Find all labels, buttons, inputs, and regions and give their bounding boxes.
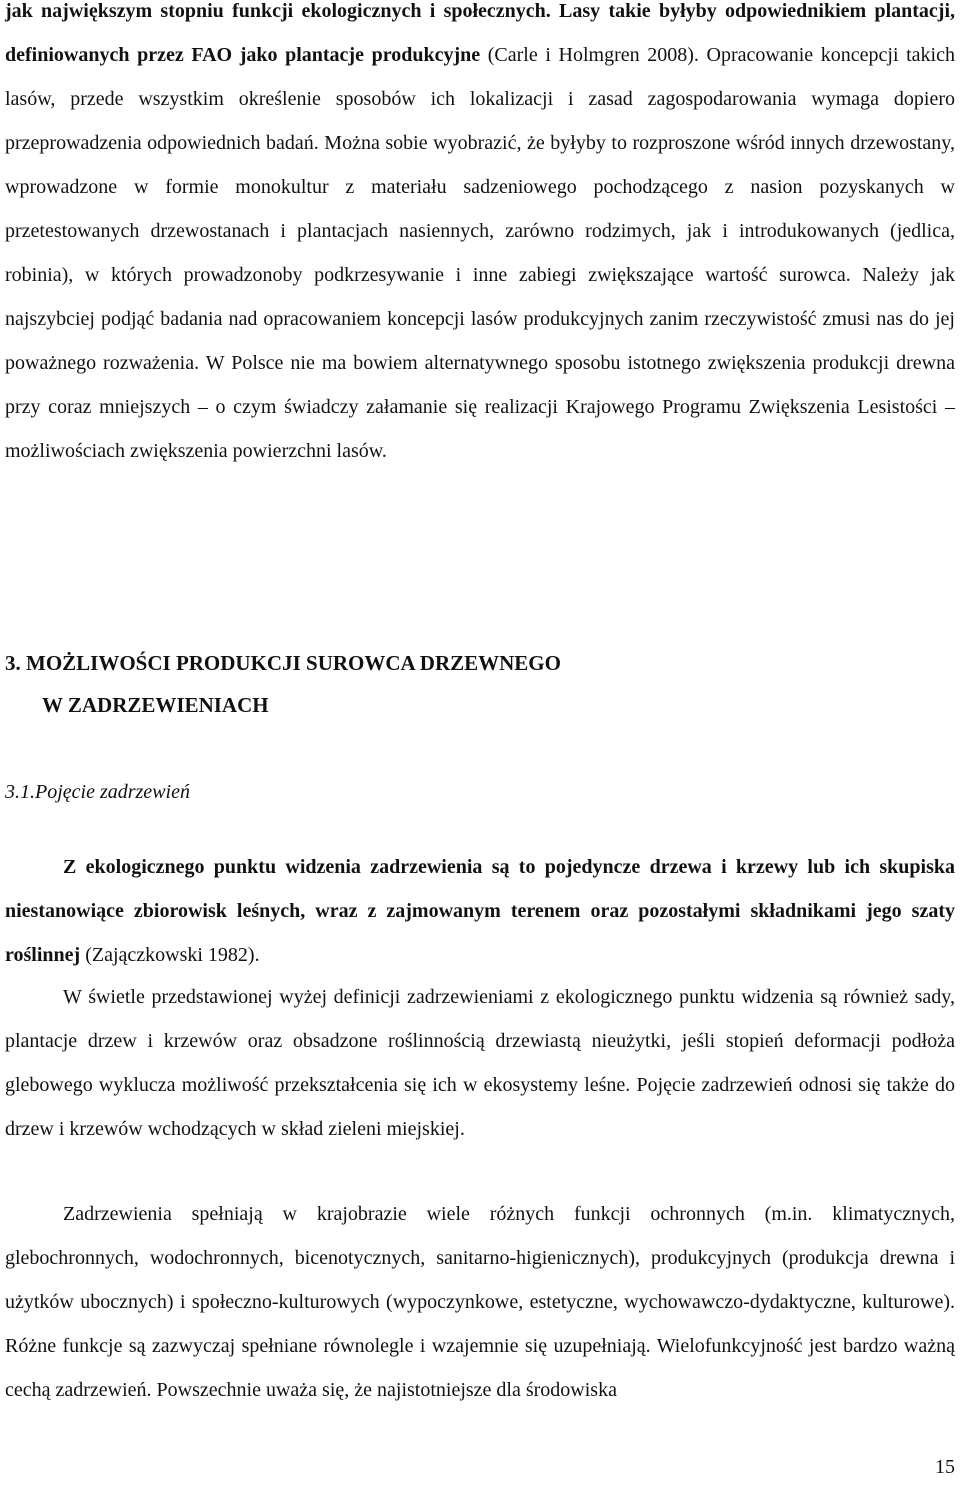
page-number: 15 <box>935 1456 955 1478</box>
section-heading <box>5 642 561 726</box>
paragraph-ecological: W świetle przedstawionej wyżej definicji zadrzewieniami z ekologicznego punktu widzenia są również sady, plantacje drzew i krzewów oraz obsadzone roślinnością drzewiastą nieużytki, jeśli stopień deformacji podłoża glebowego wyklucza możliwość przekształcenia się ich w ekosystemy leśne. Pojęcie zadrzewień odnosi się także do drzew i krzewów wchodzących w skład zieleni miejskiej. <box>5 986 955 1140</box>
section-heading-line2: W ZADRZEWIENIACH <box>42 693 269 717</box>
paragraph-definition <box>5 845 955 977</box>
paragraph-definition-citation: (Zajączkowski 1982). <box>80 944 260 966</box>
paragraph-definition-bold: Z ekologicznego punktu widzenia zadrzewienia są to pojedyncze drzewa i krzewy lub ich skupiska niestanowiące zbiorowisk leśnych, wraz z zajmowanym terenem oraz pozostałymi składnikami jego szaty roślinnej <box>5 856 955 966</box>
subsection-heading: 3.1.Pojęcie zadrzewień <box>5 781 190 803</box>
paragraph-intro-bold: jak największym stopniu funkcji ekologicznych i społecznych. Lasy takie byłyby odpowiednikiem plantacji, definiowanych przez FAO jako plantacje produkcyjne <box>5 0 955 66</box>
paragraph-intro-text: (Carle i Holmgren 2008). Opracowanie koncepcji takich lasów, przede wszystkim określenie sposobów ich lokalizacji i zasad zagospodarowania wymaga dopiero przeprowadzenia odpowiednich badań. Można sobie wyobrazić, że byłyby to rozproszone wśród innych drzewostany, wprowadzone w formie monokultur z materiału sadzeniowego pochodzącego z nasion pozyskanych w przetestowanych drzewostanach i plantacjach nasiennych, zarówno rodzimych, jak i introdukowanych (jedlica, robinia), w których prowadzonoby podkrzesywanie i inne zabiegi zwiększające wartość surowca. Należy jak najszybciej podjąć badania nad opracowaniem koncepcji lasów produkcyjnych zanim rzeczywistość zmusi nas do jej poważnego rozważenia. W Polsce nie ma bowiem alternatywnego sposobu istotnego zwiększenia produkcji drewna przy coraz mniejszych – o czym świadczy załamanie się realizacji Krajowego Programu Zwiększenia Lesistości – możliwościach zwiększenia powierzchni lasów. <box>5 44 955 462</box>
section-heading-line1: 3. MOŻLIWOŚCI PRODUKCJI SUROWCA DRZEWNEGO <box>5 651 561 675</box>
paragraph-functions: Zadrzewienia spełniają w krajobrazie wiele różnych funkcji ochronnych (m.in. klimatycznych, glebochronnych, wodochronnych, bicenotycznych, sanitarno-higienicznych), produkcyjnych (produkcja drewna i użytków ubocznych) i społeczno-kulturowych (wypoczynkowe, estetyczne, wychowawczo-dydaktyczne, kulturowe). Różne funkcje są zazwyczaj spełniane równolegle i wzajemnie się uzupełniają. Wielofunkcyjność jest bardzo ważną cechą zadrzewień. Powszechnie uważa się, że najistotniejsze dla środowiska <box>5 1203 955 1401</box>
paragraph-intro <box>5 0 955 473</box>
